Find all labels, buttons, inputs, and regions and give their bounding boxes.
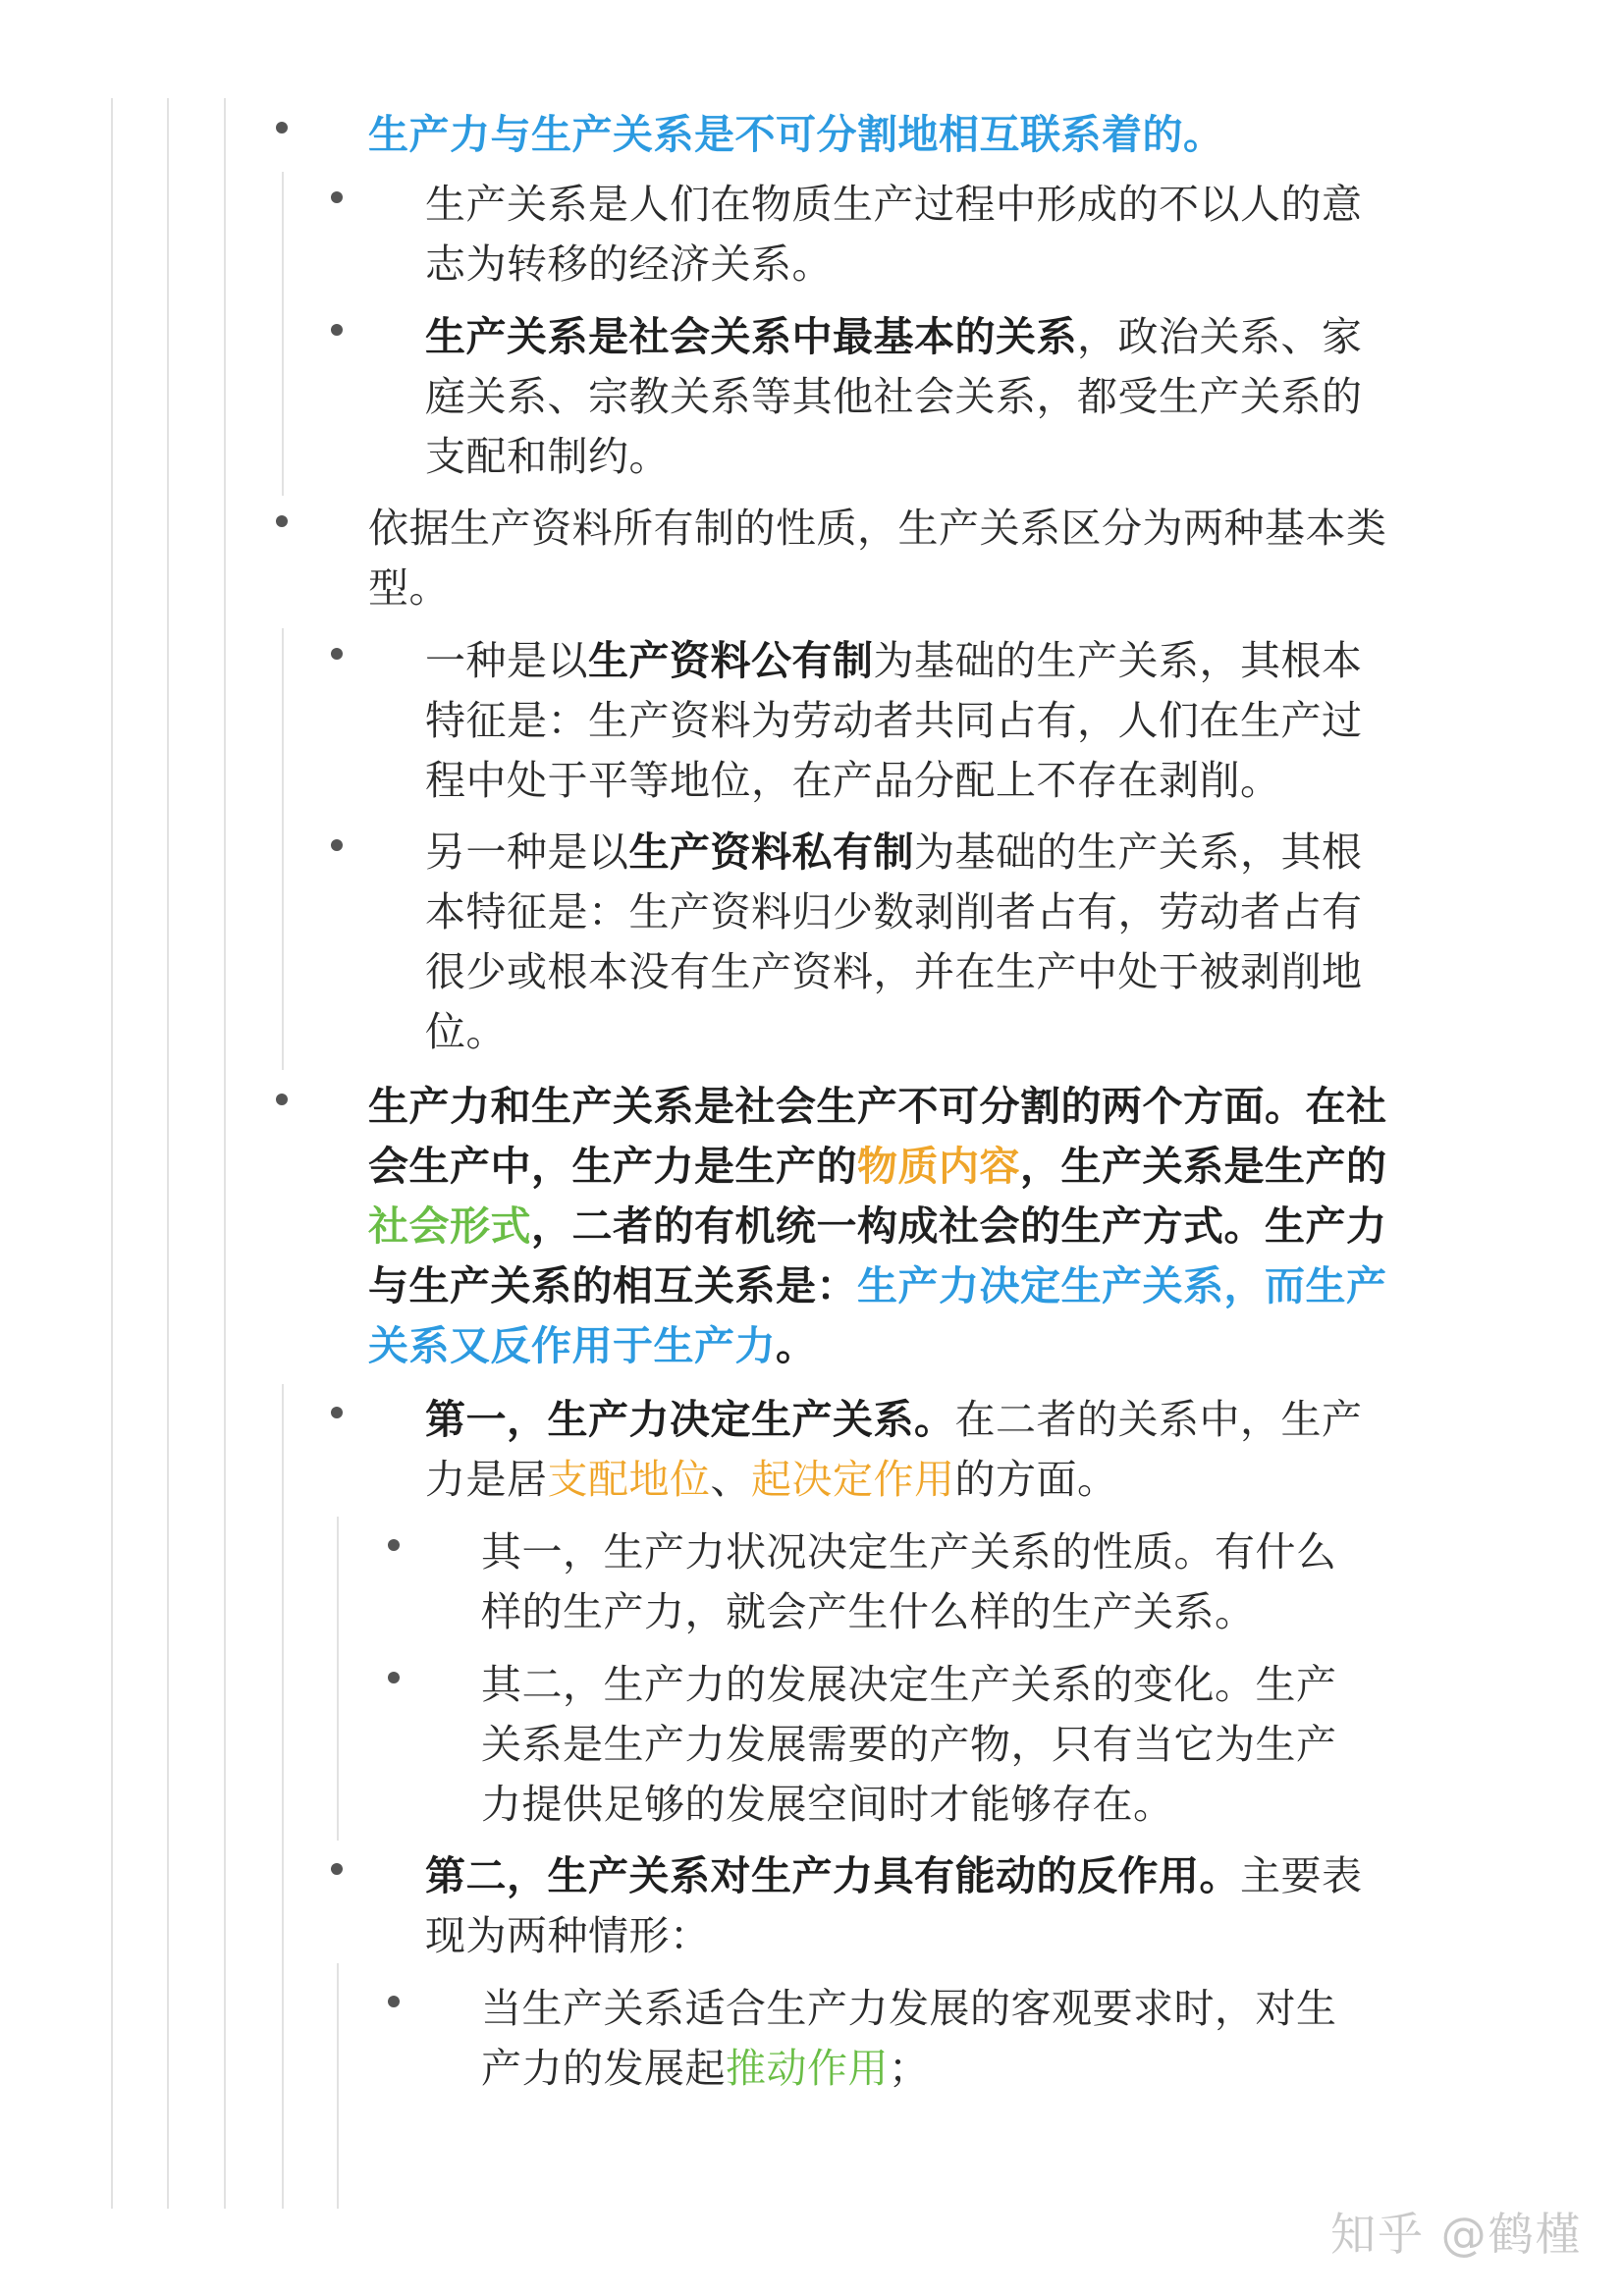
- outline-item-level2: [425, 1846, 1363, 1966]
- item-text-bold-orange: 物质内容: [857, 1143, 1020, 1190]
- outline-item-level3: [481, 1979, 1370, 2099]
- item-text-bold: 。: [776, 1322, 817, 1369]
- item-text: 主要表现为两种情形：: [425, 1852, 1363, 1959]
- outline-guide-line: [282, 172, 284, 496]
- outline-item-level2: [425, 823, 1363, 1062]
- item-text-bold-green: 社会形式: [368, 1202, 531, 1250]
- item-text: 当生产关系适合生产力发展的客观要求时，对生产力的发展起: [481, 1985, 1337, 2092]
- bullet-dot-level2: [331, 839, 343, 851]
- bullet-dot-level3: [388, 1539, 400, 1551]
- outline-item-level2: [425, 175, 1363, 294]
- item-text-bold: 第二，生产关系对生产力具有能动的反作用。: [425, 1852, 1240, 1899]
- item-text-bold-blue: 生产力与生产关系是不可分割地相互联系着的。: [368, 111, 1224, 158]
- item-text-bold: 生产资料私有制: [628, 828, 914, 876]
- bullet-dot-level2: [331, 648, 343, 660]
- outline-guide-line: [337, 1517, 339, 1841]
- bullet-dot-level3: [388, 1672, 400, 1683]
- item-text: 生产关系是人们在物质生产过程中形成的不以人的意志为转移的经济关系。: [425, 181, 1363, 288]
- item-text-orange: 支配地位: [547, 1456, 711, 1503]
- outline-guide-line: [282, 628, 284, 1070]
- item-text-bold-blue: 生产力决定生产关系，而生产关系又反作用于生产力: [368, 1262, 1387, 1369]
- outline-guide-line: [167, 98, 169, 2209]
- outline-guide-line: [111, 98, 113, 2209]
- outline-guide-line: [224, 98, 226, 2209]
- bullet-dot-level1: [276, 515, 288, 527]
- item-text-green: 推动作用: [726, 2045, 889, 2092]
- item-text: 在二者的关系中，生产力是居: [425, 1396, 1363, 1503]
- bullet-dot-level2: [331, 1407, 343, 1418]
- outline-item-level1: [368, 105, 1389, 165]
- outline-item-level2: [425, 631, 1363, 811]
- item-text-bold: 生产关系是社会关系中最基本的关系: [425, 313, 1077, 360]
- item-text-bold: 生产资料公有制: [588, 637, 874, 684]
- item-text: ，政治关系、家庭关系、宗教关系等其他社会关系，都受生产关系的支配和制约。: [425, 313, 1363, 480]
- bullet-dot-level2: [331, 1863, 343, 1875]
- watermark: 知乎 @鹤槿: [1330, 2208, 1583, 2261]
- item-text-bold: ，二者的有机统一构成社会的生产方式。生产力与生产关系的相互关系是：: [368, 1202, 1387, 1309]
- item-text: 一种是以: [425, 637, 588, 684]
- item-text-bold: ，生产关系是生产的: [1020, 1143, 1387, 1190]
- outline-item-level3: [481, 1655, 1370, 1835]
- item-text: 另一种是以: [425, 828, 629, 876]
- outline-item-level1: [368, 1077, 1389, 1376]
- outline-item-level1: [368, 499, 1389, 618]
- bullet-dot-level1: [276, 122, 288, 133]
- item-text-orange: 起决定作用: [751, 1456, 955, 1503]
- item-text: 的方面。: [954, 1456, 1118, 1503]
- outline-guide-line: [282, 1384, 284, 2209]
- outline-item-level2: [425, 307, 1363, 487]
- outline-item-level3: [481, 1522, 1370, 1642]
- bullet-dot-level3: [388, 1996, 400, 2007]
- item-text: 、: [710, 1456, 751, 1503]
- bullet-dot-level2: [331, 324, 343, 336]
- item-text: 依据生产资料所有制的性质，生产关系区分为两种基本类型。: [368, 505, 1387, 612]
- bullet-dot-level2: [331, 191, 343, 203]
- item-text: 为基础的生产关系，其根本特征是：生产资料归少数剥削者占有，劳动者占有很少或根本没有生产资料，并在生产中处于被剥削地位。: [425, 828, 1363, 1055]
- item-text: ；: [889, 2045, 930, 2092]
- item-text-bold: 第一，生产力决定生产关系。: [425, 1396, 955, 1443]
- item-text: 为基础的生产关系，其根本特征是：生产资料为劳动者共同占有，人们在生产过程中处于平等地位，在产品分配上不存在剥削。: [425, 637, 1363, 804]
- bullet-dot-level1: [276, 1094, 288, 1105]
- outline-item-level2: [425, 1390, 1363, 1510]
- item-text: 其一，生产力状况决定生产关系的性质。有什么样的生产力，就会产生什么样的生产关系。: [481, 1528, 1337, 1635]
- outline-guide-line: [337, 1963, 339, 2209]
- item-text: 其二，生产力的发展决定生产关系的变化。生产关系是生产力发展需要的产物，只有当它为生产力提供足够的发展空间时才能够存在。: [481, 1661, 1337, 1828]
- item-text-bold: 生产力和生产关系是社会生产不可分割的两个方面。在社会生产中，生产力是生产的: [368, 1083, 1387, 1190]
